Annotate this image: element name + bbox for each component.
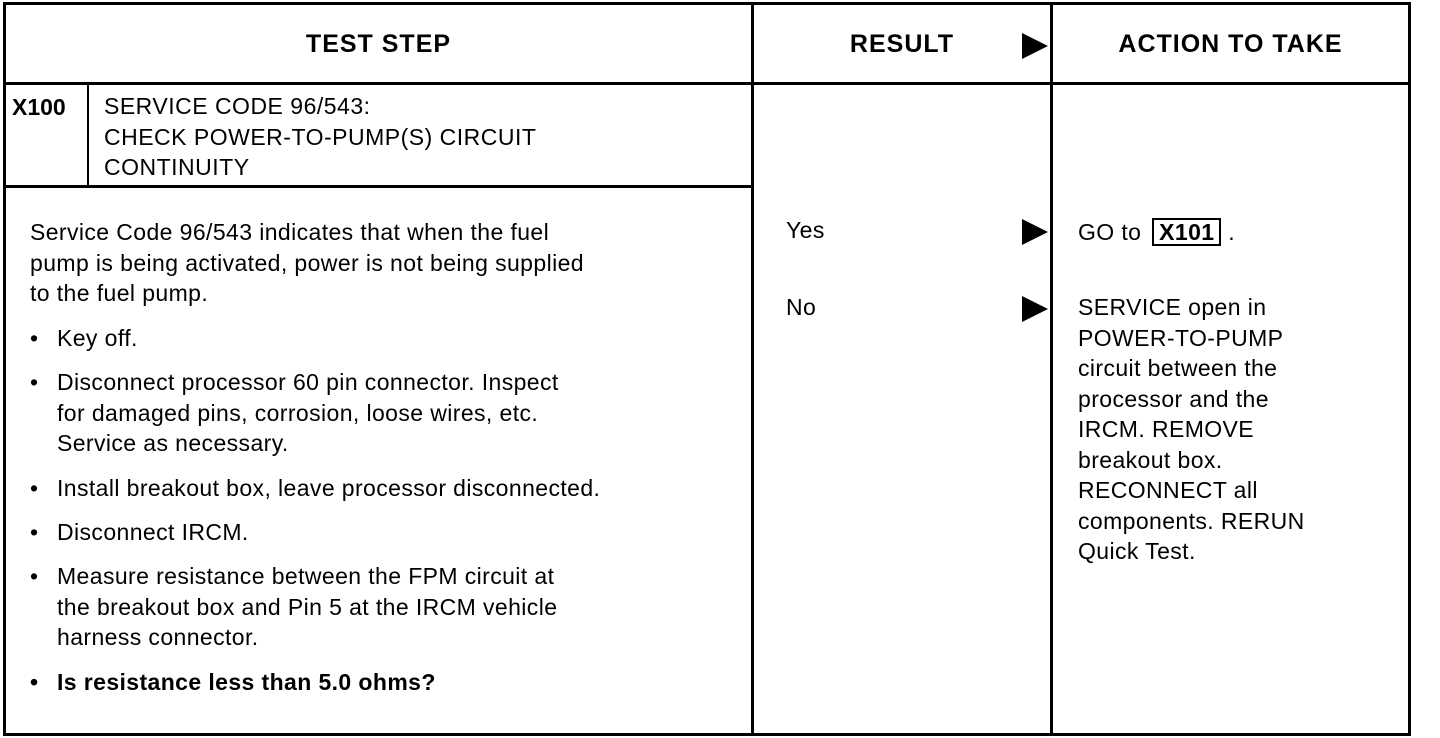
bullet-line: Measure resistance between the FPM circuit at [57, 563, 555, 589]
action-no [1078, 292, 1305, 567]
action-no-line: breakout box. [1078, 446, 1223, 473]
bullet-dot: • [30, 669, 39, 695]
step-title-line: CHECK POWER-TO-PUMP(S) CIRCUIT [104, 123, 537, 150]
bullet-line: Key off. [57, 325, 138, 351]
column-divider-1 [751, 2, 754, 736]
step-title-line: CONTINUITY [104, 154, 250, 180]
table-border-right [1408, 2, 1411, 736]
bullet-line: Service as necessary. [57, 430, 289, 456]
result-yes-arrow-icon [1022, 219, 1048, 245]
description-line: pump is being activated, power is not being supplied [30, 249, 584, 276]
action-no-line: components. RERUN [1078, 507, 1305, 534]
step-title-divider [3, 185, 753, 188]
result-yes: Yes [786, 217, 825, 243]
bullet-line: Disconnect IRCM. [57, 519, 249, 545]
bullet-dot: • [30, 325, 39, 351]
action-yes-prefix: GO to [1078, 219, 1142, 245]
bullet-line: the breakout box and Pin 5 at the IRCM vehicle [57, 593, 558, 620]
step-title [104, 91, 536, 183]
bullet-line: Install breakout box, leave processor disconnected. [57, 475, 601, 501]
column-divider-2 [1050, 2, 1053, 736]
action-yes-suffix: . [1228, 219, 1236, 245]
step-number: X100 [12, 94, 66, 120]
table-border-left [3, 2, 6, 736]
table-border-bottom [3, 733, 1411, 736]
step-number-divider [87, 82, 89, 188]
action-no-line: SERVICE open in [1078, 294, 1267, 320]
bullet-dot: • [30, 369, 39, 395]
result-no: No [786, 294, 817, 320]
action-no-line: POWER-TO-PUMP [1078, 324, 1284, 351]
bullet-line: Disconnect processor 60 pin connector. Inspect [57, 369, 559, 395]
action-no-line: RECONNECT all [1078, 477, 1258, 503]
step-description [30, 217, 584, 309]
step-reference-x101: X101 [1152, 218, 1221, 246]
bullet-line: Is resistance less than 5.0 ohms? [57, 669, 436, 695]
action-no-line: circuit between the [1078, 355, 1278, 381]
result-no-arrow-icon [1022, 296, 1048, 322]
description-line: Service Code 96/543 indicates that when the fuel [30, 219, 550, 245]
bullet-dot: • [30, 519, 39, 545]
bullet-dot: • [30, 475, 39, 501]
header-arrow-icon [1022, 33, 1048, 59]
action-no-line: Quick Test. [1078, 538, 1196, 564]
step-title-line: SERVICE CODE 96/543: [104, 93, 371, 119]
bullet-line: for damaged pins, corrosion, loose wires, etc. [57, 399, 539, 426]
action-no-line: processor and the [1078, 385, 1269, 412]
action-no-line: IRCM. REMOVE [1078, 416, 1255, 442]
bullet-dot: • [30, 563, 39, 589]
bullet-line: harness connector. [57, 624, 259, 650]
header-test-step: TEST STEP [305, 29, 452, 58]
action-yes [1078, 217, 1235, 248]
description-line: to the fuel pump. [30, 280, 209, 306]
header-result: RESULT [849, 29, 955, 58]
header-action: ACTION TO TAKE [1118, 29, 1343, 58]
